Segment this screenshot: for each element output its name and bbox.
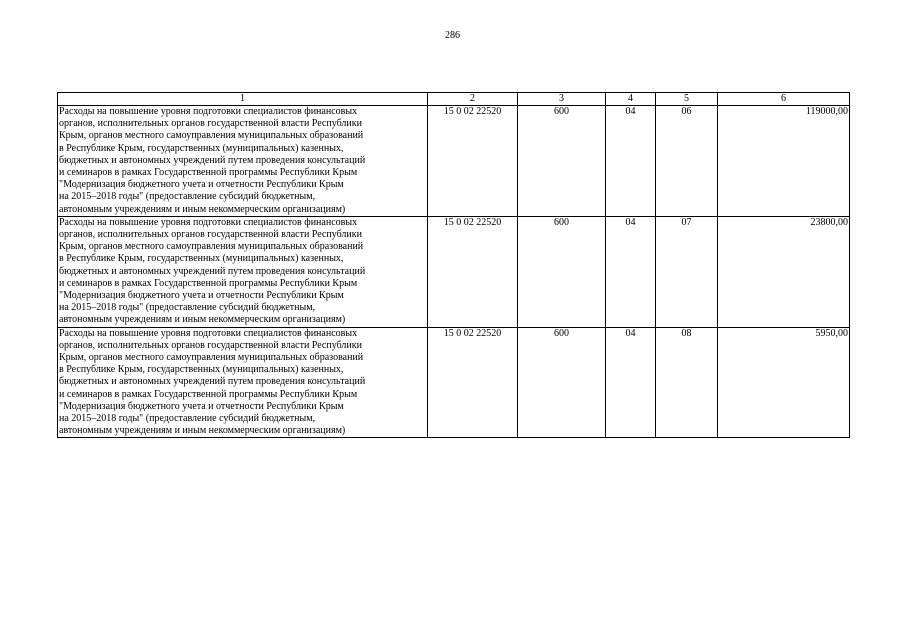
row-target-code: 15 0 02 22520 (428, 216, 518, 327)
header-col-2: 2 (428, 93, 518, 106)
row-subsection: 07 (656, 216, 718, 327)
table-row (58, 216, 850, 327)
row-amount: 5950,00 (718, 327, 850, 438)
row-expense-type: 600 (518, 216, 606, 327)
row-section: 04 (606, 327, 656, 438)
row-subsection: 06 (656, 106, 718, 217)
row-target-code: 15 0 02 22520 (428, 327, 518, 438)
row-amount: 119000,00 (718, 106, 850, 217)
header-col-1: 1 (58, 93, 428, 106)
row-section: 04 (606, 106, 656, 217)
row-section: 04 (606, 216, 656, 327)
table-row (58, 106, 850, 217)
header-col-5: 5 (656, 93, 718, 106)
header-col-6: 6 (718, 93, 850, 106)
row-target-code: 15 0 02 22520 (428, 106, 518, 217)
row-description: Расходы на повышение уровня подготовки специалистов финансовых органов, исполнительных органов государственной власти Республики Крым, органов местного самоуправления муниципальных образований в Республике Крым, государственных (муниципальных) казенных, бюджетных и автономных учреждений путем проведения консультаций и семинаров в рамках Государственной программы Республики Крым "Модернизация бюджетного учета и отчетности Республики Крым на 2015–2018 годы" (предоставление субсидий бюджетным, автономным учреждениям и иным некоммерческим организациям) (58, 106, 428, 217)
row-expense-type: 600 (518, 327, 606, 438)
row-description: Расходы на повышение уровня подготовки специалистов финансовых органов, исполнительных органов государственной власти Республики Крым, органов местного самоуправления муниципальных образований в Республике Крым, государственных (муниципальных) казенных, бюджетных и автономных учреждений путем проведения консультаций и семинаров в рамках Государственной программы Республики Крым "Модернизация бюджетного учета и отчетности Республики Крым на 2015–2018 годы" (предоставление субсидий бюджетным, автономным учреждениям и иным некоммерческим организациям) (58, 327, 428, 438)
row-description: Расходы на повышение уровня подготовки специалистов финансовых органов, исполнительных органов государственной власти Республики Крым, органов местного самоуправления муниципальных образований в Республике Крым, государственных (муниципальных) казенных, бюджетных и автономных учреждений путем проведения консультаций и семинаров в рамках Государственной программы Республики Крым "Модернизация бюджетного учета и отчетности Республики Крым на 2015–2018 годы" (предоставление субсидий бюджетным, автономным учреждениям и иным некоммерческим организациям) (58, 216, 428, 327)
budget-table (57, 92, 850, 438)
row-amount: 23800,00 (718, 216, 850, 327)
page-number: 286 (445, 30, 460, 41)
header-col-4: 4 (606, 93, 656, 106)
table-row (58, 327, 850, 438)
row-expense-type: 600 (518, 106, 606, 217)
row-subsection: 08 (656, 327, 718, 438)
header-col-3: 3 (518, 93, 606, 106)
header-row (58, 93, 850, 106)
